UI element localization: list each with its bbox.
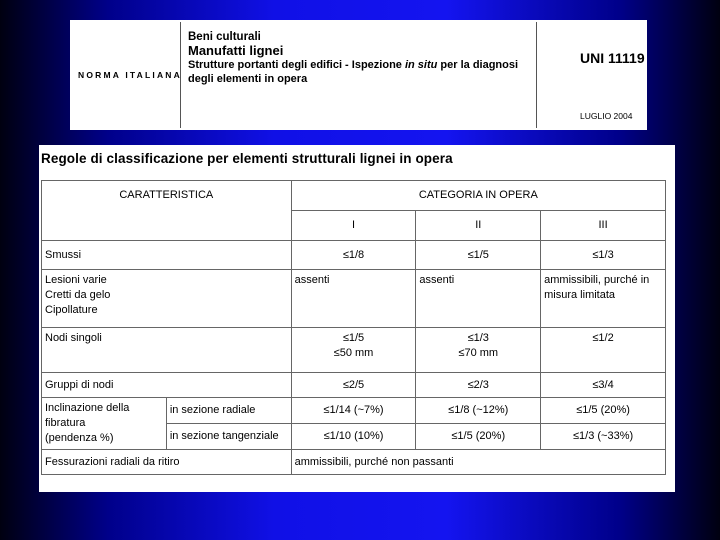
cell-radiale-2: ≤1/8 (~12%) — [416, 398, 541, 424]
title-italic: in situ — [404, 59, 438, 71]
header-categoria: CATEGORIA IN OPERA — [291, 181, 665, 211]
table-row — [42, 450, 666, 475]
table-title: Regole di classificazione per elementi strutturali lignei in opera — [41, 151, 453, 166]
standard-title-block — [188, 30, 518, 86]
classification-card — [39, 145, 675, 492]
title-line-2: Manufatti lignei — [188, 43, 284, 58]
cell-radiale-1: ≤1/14 (~7%) — [291, 398, 416, 424]
cell-lesioni-1: assenti — [291, 270, 416, 328]
row-label-smussi: Smussi — [42, 241, 292, 270]
row-label-lesioni: Lesioni varie Cretti da gelo Cipollature — [42, 270, 292, 328]
header-caratteristica: CARATTERISTICA — [42, 181, 292, 241]
cell-smussi-3: ≤1/3 — [541, 241, 666, 270]
title-line-4: degli elementi in opera — [188, 73, 308, 85]
cell-nodi-2: ≤1/3 ≤70 mm — [416, 328, 541, 373]
header-cat-2: II — [416, 211, 541, 241]
table-row — [42, 270, 666, 328]
title-line-1: Beni culturali — [188, 31, 261, 43]
sublabel-tangenziale: in sezione tangenziale — [166, 424, 291, 450]
cell-gruppi-1: ≤2/5 — [291, 373, 416, 398]
header-divider-left — [180, 22, 181, 128]
row-label-inclinazione: Inclinazione della fibratura (pendenza %) — [42, 398, 167, 450]
header-cat-3: III — [541, 211, 666, 241]
row-label-fessurazioni: Fessurazioni radiali da ritiro — [42, 450, 292, 475]
cell-tangenziale-1: ≤1/10 (10%) — [291, 424, 416, 450]
cell-smussi-1: ≤1/8 — [291, 241, 416, 270]
cell-tangenziale-2: ≤1/5 (20%) — [416, 424, 541, 450]
header-divider-right — [536, 22, 537, 128]
norma-label: NORMA ITALIANA — [78, 70, 182, 80]
cell-nodi-1: ≤1/5 ≤50 mm — [291, 328, 416, 373]
cell-fessurazioni: ammissibili, purché non passanti — [291, 450, 665, 475]
title-line-3: Strutture portanti degli edifici - Ispezione in situ per la diagnosi — [188, 59, 519, 71]
table-row — [42, 373, 666, 398]
cell-nodi-3: ≤1/2 — [541, 328, 666, 373]
row-label-gruppi: Gruppi di nodi — [42, 373, 292, 398]
table-row — [42, 241, 666, 270]
table-row — [42, 398, 666, 424]
row-label-nodi: Nodi singoli — [42, 328, 292, 373]
cell-radiale-3: ≤1/5 (20%) — [541, 398, 666, 424]
header-cat-1: I — [291, 211, 416, 241]
cell-lesioni-3: ammissibili, purché in misura limitata — [541, 270, 666, 328]
cell-gruppi-3: ≤3/4 — [541, 373, 666, 398]
standard-date: LUGLIO 2004 — [580, 111, 633, 121]
cell-lesioni-2: assenti — [416, 270, 541, 328]
cell-gruppi-2: ≤2/3 — [416, 373, 541, 398]
standard-header — [70, 20, 647, 130]
table-header-row — [42, 181, 666, 211]
classification-table — [41, 180, 666, 475]
standard-code: UNI 11119 — [580, 50, 645, 66]
sublabel-radiale: in sezione radiale — [166, 398, 291, 424]
cell-tangenziale-3: ≤1/3 (~33%) — [541, 424, 666, 450]
table-row — [42, 328, 666, 373]
cell-smussi-2: ≤1/5 — [416, 241, 541, 270]
